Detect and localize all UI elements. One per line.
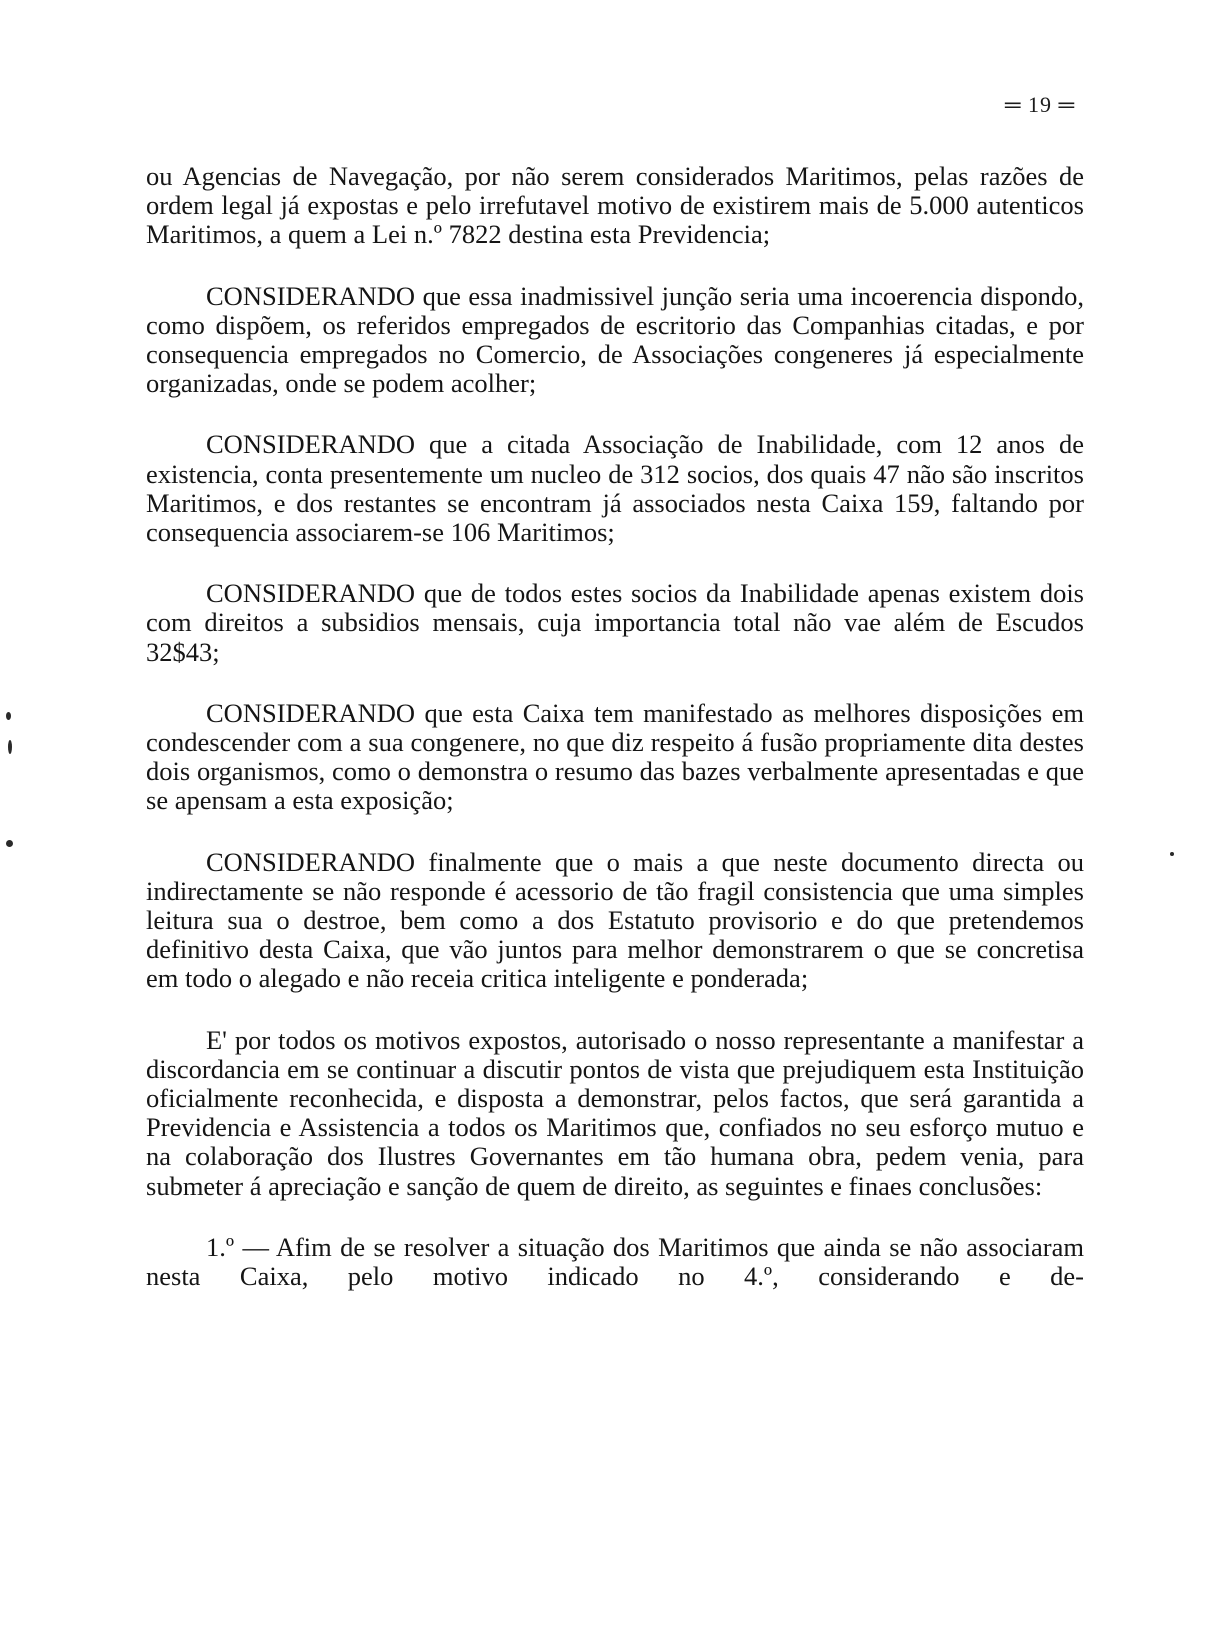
scan-speck — [1170, 852, 1174, 856]
paragraph-conclusion-intro: E' por todos os motivos expostos, autorisado o nosso representante a manifestar a discordancia em se continuar a discutir pontos de vista que prejudiquem esta Instituição oficialmente reconhecida, e disposta a demonstrar, pelos factos, que será garantida a Previdencia e Assistencia a todos os Maritimos que, confiados no seu esforço mutuo e na colaboração dos Ilustres Governantes em tão humana obra, pedem venia, para submeter á apreciação e sanção de quem de direito, as seguintes e finaes conclusões: — [146, 1024, 1084, 1201]
paragraph-considerando-1: CONSIDERANDO que essa inadmissivel junção seria uma incoerencia dispondo, como dispõem, os referidos empregados de escritorio das Companhias citadas, e por consequencia empregados no Comercio, de Associações congeneres já especialmente organizadas, onde se podem acolher; — [146, 280, 1084, 399]
scan-speck — [6, 840, 13, 847]
paragraph-gap — [146, 547, 1084, 579]
paragraph-gap — [146, 994, 1084, 1026]
paragraph-gap — [146, 1201, 1084, 1233]
scan-speck — [6, 712, 11, 720]
paragraph-gap — [146, 250, 1084, 282]
paragraph-gap — [146, 667, 1084, 699]
paragraph-gap — [146, 398, 1084, 430]
paragraph-considerando-4: CONSIDERANDO que esta Caixa tem manifestado as melhores disposições em condescender com a sua congenere, no que diz respeito á fusão propriamente dita destes dois organismos, como o demonstra o resumo das bazes verbalmente apresentadas e que se apensam a esta exposição; — [146, 697, 1084, 816]
paragraph-conclusion-1: 1.º — Afim de se resolver a situação dos Maritimos que ainda se não associaram nesta Caixa, pelo motivo indicado no 4.º, considerando e de- — [146, 1231, 1084, 1292]
page-number: ═ 19 ═ — [1004, 92, 1076, 117]
paragraph-continuation: ou Agencias de Navegação, por não serem considerados Maritimos, pelas razões de ordem legal já expostas e pelo irrefutavel motivo de existirem mais de 5.000 autenticos Maritimos, a quem a Lei n.º 7822 destina esta Previdencia; — [146, 161, 1084, 250]
paragraph-considerando-2: CONSIDERANDO que a citada Associação de Inabilidade, com 12 anos de existencia, conta presentemente um nucleo de 312 socios, dos quais 47 não são inscritos Maritimos, e dos restantes se encontram já associados nesta Caixa 159, faltando por consequencia associarem-se 106 Maritimos; — [146, 429, 1084, 548]
paragraph-considerando-5: CONSIDERANDO finalmente que o mais a que neste documento directa ou indirectamente se não responde é acessorio de tão fragil consistencia que uma simples leitura sua o destroe, bem como a dos Estatuto provisorio e do que pretendemos definitivo desta Caixa, que vão juntos para melhor demonstrarem o que se concretisa em todo o alegado e não receia critica inteligente e ponderada; — [146, 846, 1084, 994]
document-body — [146, 162, 1084, 1291]
scan-speck — [8, 740, 12, 754]
paragraph-considerando-3: CONSIDERANDO que de todos estes socios da Inabilidade apenas existem dois com direitos a subsidios mensais, cuja importancia total não vae além de Escudos 32$43; — [146, 578, 1084, 667]
paragraph-gap — [146, 816, 1084, 848]
